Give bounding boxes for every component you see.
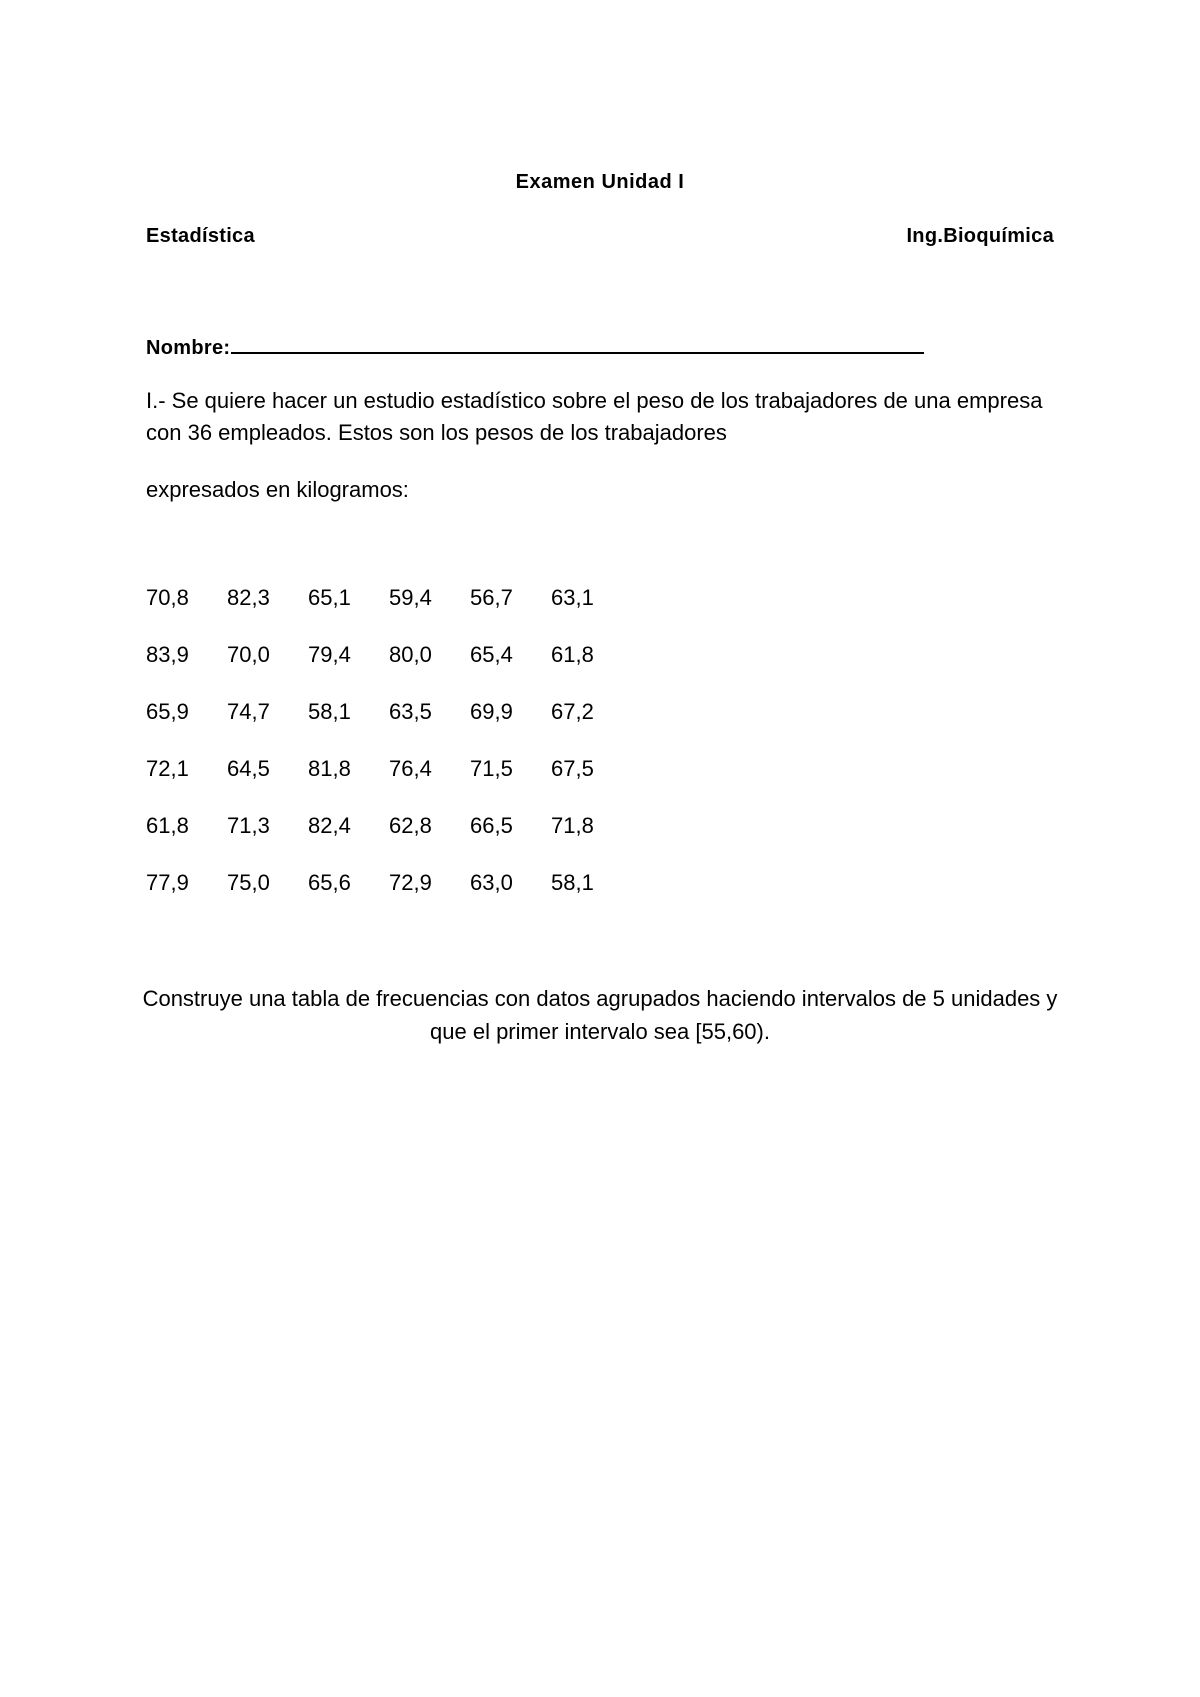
weight-value: 58,1: [551, 870, 594, 895]
weight-value: 75,0: [227, 870, 270, 895]
question-intro-continued: expresados en kilogramos:: [146, 477, 409, 502]
weight-value: 65,6: [308, 870, 351, 895]
weight-value: 82,4: [308, 813, 351, 838]
weight-value: 70,8: [146, 585, 189, 610]
weight-value: 65,1: [308, 585, 351, 610]
weight-value: 74,7: [227, 699, 270, 724]
weight-value: 64,5: [227, 756, 270, 781]
weights-row: [146, 642, 632, 699]
weight-value: 71,3: [227, 813, 270, 838]
weight-value: 63,5: [389, 699, 432, 724]
weight-value: 61,8: [551, 642, 594, 667]
weights-row: [146, 870, 632, 927]
weight-value: 70,0: [227, 642, 270, 667]
weight-value: 62,8: [389, 813, 432, 838]
weight-value: 71,5: [470, 756, 513, 781]
weight-value: 61,8: [146, 813, 189, 838]
weight-value: 66,5: [470, 813, 513, 838]
weight-value: 79,4: [308, 642, 351, 667]
weight-value: 69,9: [470, 699, 513, 724]
weight-value: 77,9: [146, 870, 189, 895]
weights-row: [146, 813, 632, 870]
name-label: Nombre:: [146, 337, 231, 359]
weight-value: 67,5: [551, 756, 594, 781]
weights-table: [146, 585, 632, 927]
weights-row: [146, 756, 632, 813]
weight-value: 72,1: [146, 756, 189, 781]
instruction-text: Construye una tabla de frecuencias con datos agrupados haciendo intervalos de 5 unidades y que el primer intervalo sea [55,60).: [142, 986, 1058, 1044]
weight-value: 65,4: [470, 642, 513, 667]
weight-value: 65,9: [146, 699, 189, 724]
weight-value: 81,8: [308, 756, 351, 781]
weights-row: [146, 585, 632, 642]
weight-value: 63,0: [470, 870, 513, 895]
weight-value: 83,9: [146, 642, 189, 667]
weight-value: 71,8: [551, 813, 594, 838]
weight-value: 56,7: [470, 585, 513, 610]
weight-value: 76,4: [389, 756, 432, 781]
name-blank-line[interactable]: [231, 333, 924, 354]
name-field[interactable]: [146, 333, 924, 360]
weight-value: 72,9: [389, 870, 432, 895]
exam-title: Examen Unidad I: [515, 171, 685, 193]
subject-label: Estadística: [146, 225, 255, 247]
career-label: Ing.Bioquímica: [906, 225, 1054, 247]
weights-row: [146, 699, 632, 756]
weight-value: 82,3: [227, 585, 270, 610]
weight-value: 80,0: [389, 642, 432, 667]
question-intro: I.- Se quiere hacer un estudio estadístico sobre el peso de los trabajadores de una empresa con 36 empleados. Estos son los pesos de los trabajadores: [146, 388, 1043, 445]
weight-value: 67,2: [551, 699, 594, 724]
weight-value: 58,1: [308, 699, 351, 724]
weight-value: 63,1: [551, 585, 594, 610]
weight-value: 59,4: [389, 585, 432, 610]
